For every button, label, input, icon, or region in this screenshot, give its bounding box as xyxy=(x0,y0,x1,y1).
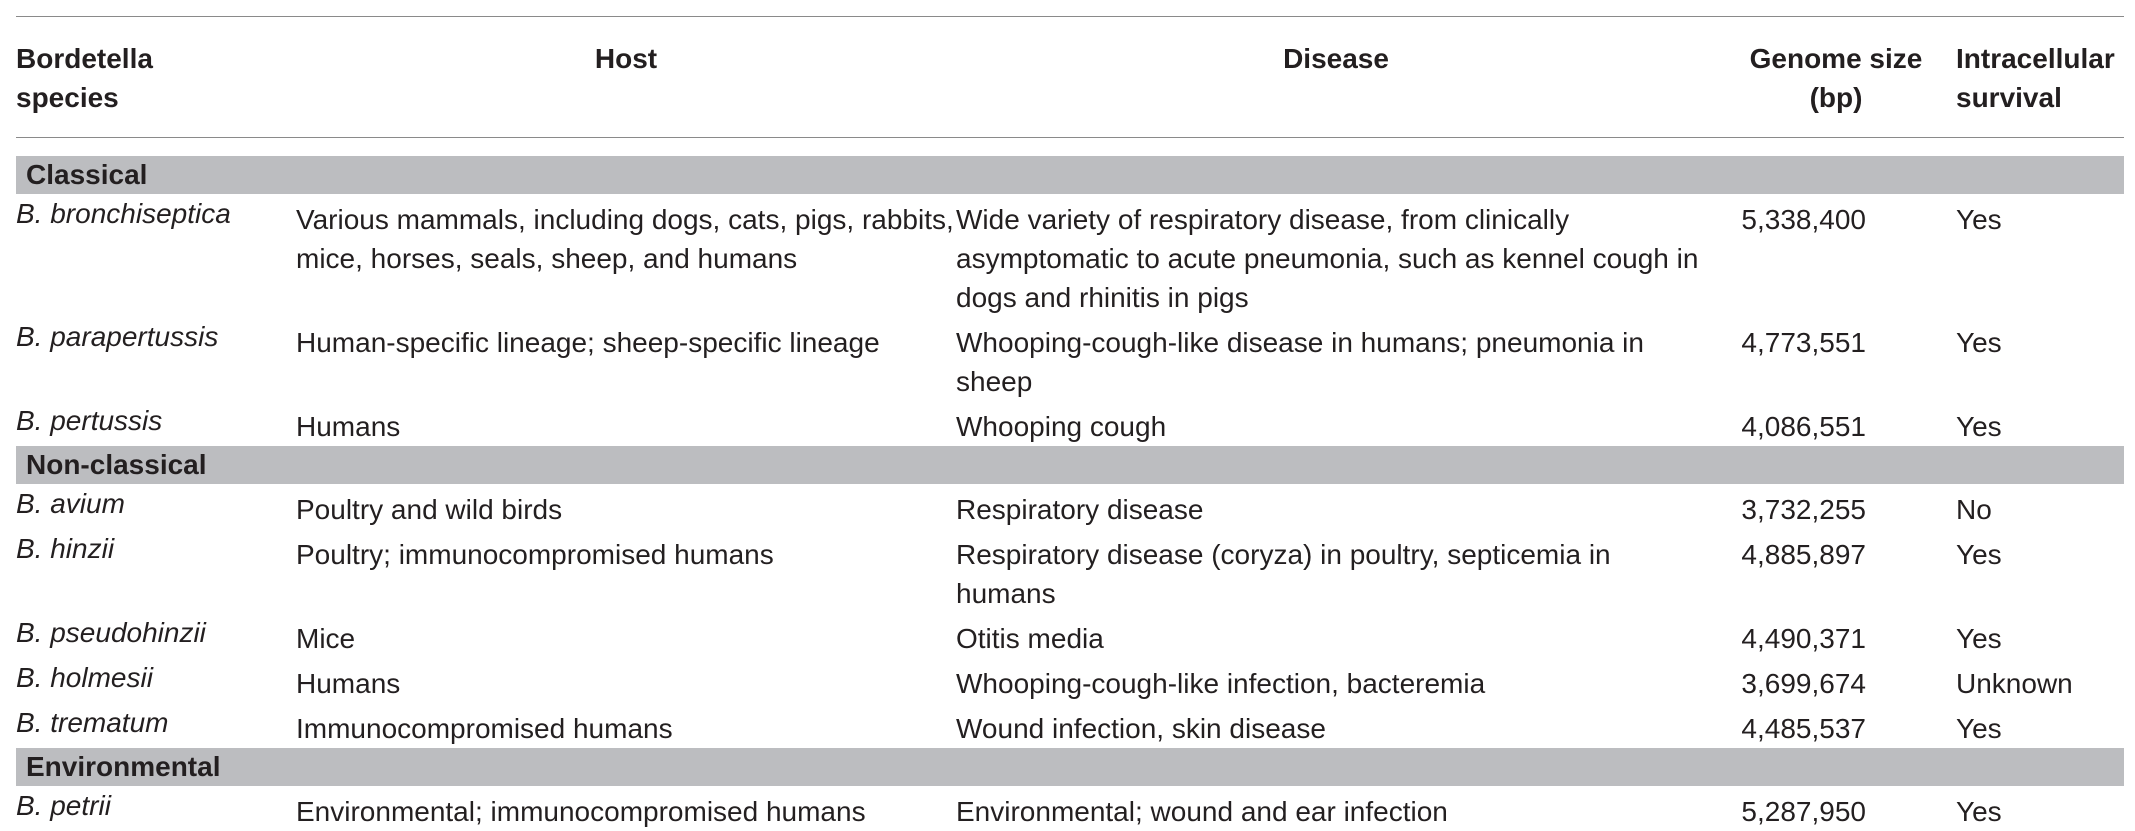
cell-intracellular-survival: Yes xyxy=(1956,786,2124,831)
cell-host: Humans xyxy=(296,401,956,446)
cell-intracellular-survival: Yes xyxy=(1956,703,2124,748)
cell-species: B. pertussis xyxy=(16,401,296,446)
table-row xyxy=(16,194,2124,317)
cell-host: Humans xyxy=(296,658,956,703)
table-row xyxy=(16,786,2124,831)
cell-host: Environmental; immunocompromised humans xyxy=(296,786,956,831)
cell-host: Various mammals, including dogs, cats, pigs, rabbits, mice, horses, seals, sheep, and humans xyxy=(296,194,956,317)
section-label: Environmental xyxy=(16,748,2124,786)
table-row xyxy=(16,703,2124,748)
cell-disease: Whooping-cough-like disease in humans; pneumonia in sheep xyxy=(956,317,1716,401)
column-header-species: Bordetella species xyxy=(16,17,296,138)
cell-genome-size: 4,885,897 xyxy=(1716,529,1956,613)
section-label: Non-classical xyxy=(16,446,2124,484)
cell-host: Poultry and wild birds xyxy=(296,484,956,529)
section-row xyxy=(16,748,2124,786)
cell-species: B. trematum xyxy=(16,703,296,748)
cell-species: B. parapertussis xyxy=(16,317,296,401)
cell-intracellular-survival: No xyxy=(1956,484,2124,529)
cell-host: Poultry; immunocompromised humans xyxy=(296,529,956,613)
table-row xyxy=(16,484,2124,529)
bordetella-species-table xyxy=(16,17,2124,831)
species-table-container xyxy=(16,16,2124,831)
cell-disease: Otitis media xyxy=(956,613,1716,658)
header-row xyxy=(16,17,2124,138)
cell-species: B. bronchiseptica xyxy=(16,194,296,317)
section-row xyxy=(16,156,2124,194)
cell-host: Human-specific lineage; sheep-specific lineage xyxy=(296,317,956,401)
column-header-disease: Disease xyxy=(956,17,1716,138)
cell-intracellular-survival: Yes xyxy=(1956,317,2124,401)
column-header-host: Host xyxy=(296,17,956,138)
cell-species: B. hinzii xyxy=(16,529,296,613)
cell-intracellular-survival: Yes xyxy=(1956,401,2124,446)
cell-genome-size: 5,338,400 xyxy=(1716,194,1956,317)
cell-intracellular-survival: Unknown xyxy=(1956,658,2124,703)
cell-disease: Whooping-cough-like infection, bacteremia xyxy=(956,658,1716,703)
table-row xyxy=(16,401,2124,446)
table-row xyxy=(16,613,2124,658)
column-header-intracellular-survival: Intracellular survival xyxy=(1956,17,2124,138)
cell-intracellular-survival: Yes xyxy=(1956,613,2124,658)
cell-species: B. petrii xyxy=(16,786,296,831)
cell-disease: Wide variety of respiratory disease, from clinically asymptomatic to acute pneumonia, such as kennel cough in dogs and rhinitis in pigs xyxy=(956,194,1716,317)
cell-genome-size: 3,699,674 xyxy=(1716,658,1956,703)
cell-genome-size: 4,485,537 xyxy=(1716,703,1956,748)
cell-genome-size: 4,773,551 xyxy=(1716,317,1956,401)
section-row xyxy=(16,446,2124,484)
table-header xyxy=(16,17,2124,138)
cell-disease: Whooping cough xyxy=(956,401,1716,446)
cell-species: B. pseudohinzii xyxy=(16,613,296,658)
cell-disease: Respiratory disease (coryza) in poultry, septicemia in humans xyxy=(956,529,1716,613)
section-label: Classical xyxy=(16,156,2124,194)
cell-genome-size: 5,287,950 xyxy=(1716,786,1956,831)
table-row xyxy=(16,658,2124,703)
table-body xyxy=(16,138,2124,831)
cell-intracellular-survival: Yes xyxy=(1956,529,2124,613)
table-row xyxy=(16,317,2124,401)
cell-genome-size: 3,732,255 xyxy=(1716,484,1956,529)
cell-genome-size: 4,490,371 xyxy=(1716,613,1956,658)
cell-intracellular-survival: Yes xyxy=(1956,194,2124,317)
cell-species: B. holmesii xyxy=(16,658,296,703)
cell-disease: Wound infection, skin disease xyxy=(956,703,1716,748)
cell-species: B. avium xyxy=(16,484,296,529)
cell-disease: Environmental; wound and ear infection xyxy=(956,786,1716,831)
column-header-genome-size: Genome size (bp) xyxy=(1716,17,1956,138)
header-gap xyxy=(16,138,2124,157)
cell-disease: Respiratory disease xyxy=(956,484,1716,529)
cell-host: Immunocompromised humans xyxy=(296,703,956,748)
table-row xyxy=(16,529,2124,613)
cell-host: Mice xyxy=(296,613,956,658)
cell-genome-size: 4,086,551 xyxy=(1716,401,1956,446)
